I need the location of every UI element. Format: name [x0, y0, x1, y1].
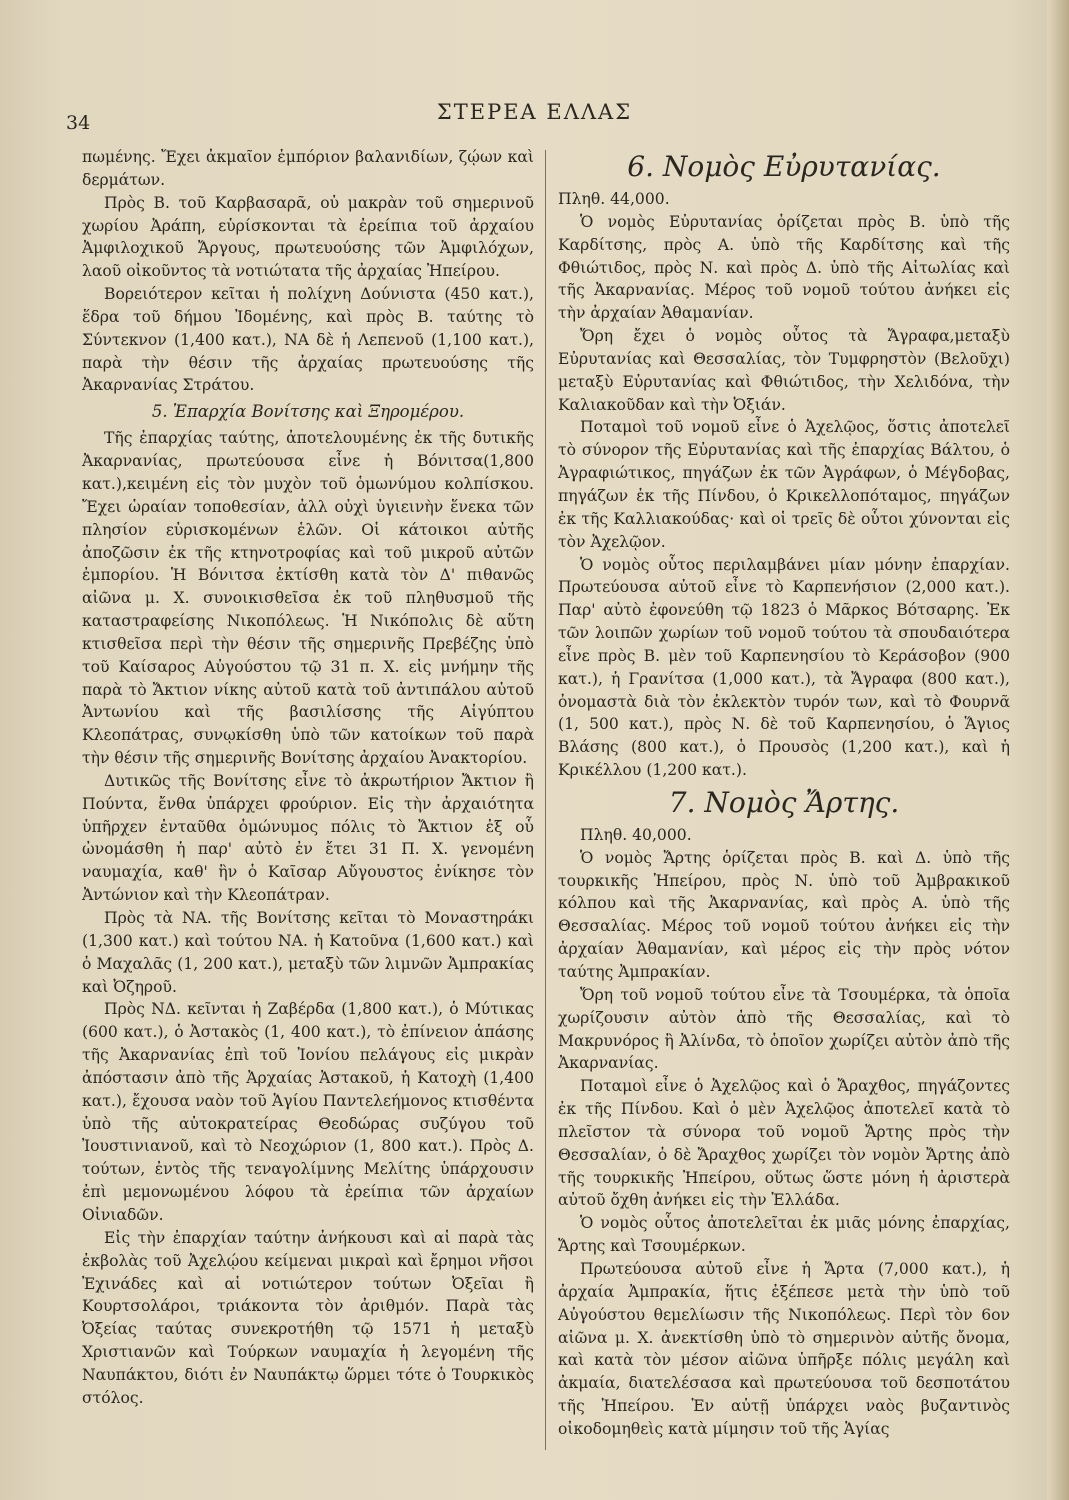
paragraph: Ὁ νομὸς Ἄρτης ὁρίζεται πρὸς Β. καὶ Δ. ὑπὸ τῆς τουρκικῆς Ἠπείρου, πρὸς Ν. ὑπὸ τοῦ Ἀμβρακικοῦ κόλπου καὶ τῆς Ἀκαρνανίας, καὶ πρὸς Α. ὑπὸ τῆς Θεσσαλίας. Μέρος τοῦ νομοῦ τούτου ἀνήκει εἰς τὴν ἀρχαίαν Ἀθαμανίαν, καὶ μέρος εἰς τὴν πρὸς νότον ταύτης Ἀμπρακίαν.: [558, 848, 1010, 981]
paragraph: Τῆς ἐπαρχίας ταύτης, ἀποτελουμένης ἐκ τῆς δυτικῆς Ἀκαρνανίας, πρωτεύουσα εἶνε ἡ Βόνιτσα(1,800 κατ.),κειμένη εἰς τὸν μυχὸν τοῦ ὁμωνύμου κολπίσκου. Ἔχει ὡραίαν τοποθεσίαν, ἀλλ οὐχὶ ὑγιεινὴν ἕνεκα τῶν πλησίον εὑρισκομένων ἑλῶν. Οἱ κάτοικοι αὐτῆς ἀποζῶσιν ἐκ τῆς κτηνοτροφίας καὶ τοῦ μικροῦ αὐτῶν ἐμπορίου. Ἡ Βόνιτσα ἐκτίσθη κατὰ τὸν Δ' πιθανῶς αἰῶνα μ. Χ. συνοικισθεῖσα ἐκ τοῦ πληθυσμοῦ τῆς καταστραφείσης Νικοπόλεως. Ἡ Νικόπολις δὲ αὕτη κτισθεῖσα περὶ τὴν θέσιν τῆς σημερινῆς Πρεβέζης ὑπὸ τοῦ Καίσαρος Αὐγούστου τῷ 31 π. Χ. εἰς μνήμην τῆς παρὰ τὸ Ἄκτιον νίκης αὐτοῦ κατὰ τοῦ ἀντιπάλου αὐτοῦ Ἀντωνίου καὶ τῆς βασιλίσσης τῆς Αἰγύπτου Κλεοπάτρας, συνῳκίσθη ὑπὸ τῶν κατοίκων τοῦ παρὰ τὴν θέσιν τῆς σημερινῆς Βονίτσης ἀρχαίου Ἀνακτορίου.: [82, 429, 534, 768]
paragraph: Δυτικῶς τῆς Βονίτσης εἶνε τὸ ἀκρωτήριον Ἄκτιον ἢ Πούντα, ἔνθα ὑπάρχει φρούριον. Εἰς τὴν ἀρχαιότητα ὑπῆρχεν ἐνταῦθα ὁμώνυμος πόλις τὸ Ἄκτιον ἐξ οὗ ὠνομάσθη ἡ παρ' αὐτὸ ἐν ἔτει 31 Π. Χ. γενομένη ναυμαχία, καθ' ἣν ὁ Καῖσαρ Αὔγουστος ἐνίκησε τὸν Ἀντώνιον καὶ τὴν Κλεοπάτραν.: [82, 771, 534, 905]
paragraph: Ποταμοὶ τοῦ νομοῦ εἶνε ὁ Ἀχελῷος, ὅστις ἀποτελεῖ τὸ σύνορον τῆς Εὐρυτανίας καὶ τῆς ἐπαρχίας Βάλτου, ὁ Ἀγραφιώτικος, πηγάζων ἐκ τῶν Ἀγράφων, ὁ Μέγδοβας, πηγάζων ἐκ τῆς Πίνδου, ὁ Κρικελλοπόταμος, πηγάζων ἐκ τῆς Καλλιακούδας· καὶ οἱ τρεῖς δὲ οὗτοι χύνονται εἰς τὸν Ἀχελῷον.: [558, 418, 1010, 551]
paragraph: Πληθ. 40,000.: [580, 825, 692, 844]
paragraph: Ὁ νομὸς Εὐρυτανίας ὁρίζεται πρὸς Β. ὑπὸ τῆς Καρδίτσης, πρὸς Α. ὑπὸ τῆς Καρδίτσης καὶ τῆς Φθιώτιδος, πρὸς Ν. καὶ πρὸς Δ. ὑπὸ τῆς Αἰτωλίας καὶ τῆς Ἀκαρνανίας. Μέρος τοῦ νομοῦ τούτου ἀνήκει εἰς τὴν ἀρχαίαν Ἀθαμανίαν.: [558, 212, 1010, 323]
paragraph: Πρωτεύουσα αὐτοῦ εἶνε ἡ Ἄρτα (7,000 κατ.), ἡ ἀρχαία Ἀμπρακία, ἥτις ἐξέπεσε μετὰ τὴν ὑπὸ τοῦ Αὐγούστου θεμελίωσιν τῆς Νικοπόλεως. Περὶ τὸν 6ον αἰῶνα μ. Χ. ἀνεκτίσθη ὑπὸ τὸ σημερινὸν αὐτῆς ὄνομα, καὶ κατὰ τὸν μέσον αἰῶνα ὑπῆρξε πόλις μεγάλη καὶ ἀκμαία, διατελέσασα καὶ πρωτεύουσα τοῦ δεσποτάτου τῆς Ἠπείρου. Ἐν αὐτῇ ὑπάρχει ναὸς βυζαντινὸς οἰκοδομηθεὶς κατὰ μίμησιν τοῦ τῆς Ἁγίας: [558, 1259, 1010, 1438]
section-heading: 6. Νομὸς Εὐρυτανίας.: [627, 150, 941, 183]
running-title: ΣΤΕΡΕΑ ΕΛΛΑΣ: [436, 100, 633, 124]
paragraph: Βορειότερον κεῖται ἡ πολίχνη Δούνιστα (450 κατ.), ἕδρα τοῦ δήμου Ἰδομένης, καὶ πρὸς Β. ταύτης τὸ Σύντεκνον (1,400 κατ.), ΝΑ δὲ ἡ Λεπενοῦ (1,100 κατ.), παρὰ τὴν θέσιν τῆς ἀρχαίας πρωτευούσης τῆς Ἀκαρνανίας Στράτου.: [82, 285, 534, 395]
paragraph: Ὁ νομὸς οὗτος περιλαμβάνει μίαν μόνην ἐπαρχίαν. Πρωτεύουσα αὐτοῦ εἶνε τὸ Καρπενήσιον (2,000 κατ.). Παρ' αὐτὸ ἐφονεύθη τῷ 1823 ὁ Μᾶρκος Βότσαρης. Ἐκ τῶν λοιπῶν χωρίων τοῦ νομοῦ τούτου τὰ σπουδαιότερα εἶνε πρὸς Β. μὲν τοῦ Καρπενησίου τὸ Κεράσοβον (900 κατ.), ἡ Γρανίτσα (1,000 κατ.), τὰ Ἄγραφα (800 κατ.), ὀνομαστὰ διὰ τὸν ἐκλεκτὸν τυρόν των, καὶ τὸ Φουρνᾶ (1, 500 κατ.), πρὸς Ν. δὲ τοῦ Καρπενησίου, ὁ Ἅγιος Βλάσης (800 κατ.), ὁ Προυσὸς (1,200 κατ.), καὶ ἡ Κρικέλλου (1,200 κατ.).: [558, 555, 1010, 780]
section-heading: 7. Νομὸς Ἄρτης.: [668, 785, 900, 819]
paragraph: Ποταμοὶ εἶνε ὁ Ἀχελῷος καὶ ὁ Ἄραχθος, πηγάζοντες ἐκ τῆς Πίνδου. Καὶ ὁ μὲν Ἀχελῷος ἀποτελεῖ κατὰ τὸ πλεῖστον τὰ σύνορα τοῦ νομοῦ Ἄρτης πρὸς τὴν Θεσσαλίαν, ὁ δὲ Ἄραχθος χωρίζει τὸν νομὸν Ἄρτης ἀπὸ τῆς τουρκικῆς Ἠπείρου, οὕτως ὥστε μόνη ἡ ἀριστερὰ αὐτοῦ ὄχθη ἀνήκει εἰς τὴν Ἑλλάδα.: [558, 1077, 1010, 1210]
subsection-heading: 5. Ἐπαρχία Βονίτσης καὶ Ξηρομέρου.: [151, 402, 465, 422]
column-divider: [545, 150, 546, 1450]
paragraph: Εἰς τὴν ἐπαρχίαν ταύτην ἀνήκουσι καὶ αἱ παρὰ τὰς ἐκβολὰς τοῦ Ἀχελῴου κείμεναι μικραὶ καὶ ἔρημοι νῆσοι Ἐχινάδες καὶ αἱ νοτιώτερον τούτων Ὀξεῖαι ἢ Κουρτσολάροι, τριάκοντα τὸν ἀριθμόν. Παρὰ τὰς Ὀξείας ταύτας συνεκροτήθη τῷ 1571 ἡ μεταξὺ Χριστιανῶν καὶ Τούρκων ναυμαχία ἡ λεγομένη τῆς Ναυπάκτου, διότι ἐν Ναυπάκτῳ ὥρμει τότε ὁ Τουρκικὸς στόλος.: [82, 1228, 534, 1407]
left-column: [82, 146, 534, 1410]
paragraph: Ὄρη ἔχει ὁ νομὸς οὗτος τὰ Ἄγραφα,μεταξὺ Εὐρυτανίας καὶ Θεσσαλίας, τὸν Τυμφρηστὸν (Βελοῦχι) μεταξὺ Εὐρυτανίας καὶ Φθιώτιδος, τὴν Χελιδόνα, τὴν Καλιακοῦδαν καὶ τὴν Ὀξιάν.: [558, 327, 1010, 414]
paragraph: Ὁ νομὸς οὗτος ἀποτελεῖται ἐκ μιᾶς μόνης ἐπαρχίας, Ἄρτης καὶ Τσουμέρκων.: [558, 1214, 1010, 1256]
right-column: [558, 146, 1010, 1441]
paragraph: Πρὸς τὰ ΝΑ. τῆς Βονίτσης κεῖται τὸ Μοναστηράκι (1,300 κατ.) καὶ τούτου ΝΑ. ἡ Κατοῦνα (1,600 κατ.) καὶ ὁ Μαχαλᾶς (1, 200 κατ.), μεταξὺ τῶν λιμνῶν Ἀμπρακίας καὶ Ὀζηροῦ.: [82, 909, 534, 996]
paragraph: πωμένης. Ἔχει ἀκμαῖον ἐμπόριον βαλανιδίων, ζῴων καὶ δερμάτων.: [82, 148, 534, 189]
page-number: 34: [66, 112, 91, 134]
paragraph: Πρὸς ΝΔ. κεῖνται ἡ Ζαβέρδα (1,800 κατ.), ὁ Μύτικας (600 κατ.), ὁ Ἀστακὸς (1, 400 κατ.), τὸ ἐπίνειον ἁπάσης τῆς Ἀκαρνανίας ἐπὶ τοῦ Ἰονίου πελάγους εἰς μικρὰν ἀπόστασιν ἀπὸ τῆς Ἀρχαίας Ἀστακοῦ, ἡ Κατοχὴ (1,400 κατ.), ἔχουσα ναὸν τοῦ Ἁγίου Παντελεήμονος κτισθέντα ὑπὸ τῆς αὐτοκρατείρας Θεοδώρας συζύγου τοῦ Ἰουστινιανοῦ, καὶ τὸ Νεοχώριον (1, 800 κατ.). Πρὸς Δ. τούτων, ἐντὸς τῆς τεναγολίμνης Μελίτης ὑπάρχουσιν ἐπὶ μεμονωμένου λόφου τὰ ἐρείπια τῶν ἀρχαίων Οἰνιαδῶν.: [82, 1000, 534, 1224]
paragraph: Πληθ. 44,000.: [558, 190, 670, 208]
paragraph: Ὄρη τοῦ νομοῦ τούτου εἶνε τὰ Τσουμέρκα, τὰ ὁποῖα χωρίζουσιν αὐτὸν ἀπὸ τῆς Θεσσαλίας, καὶ τὸ Μακρυνόρος ἢ Ἀλίνδα, τὸ ὁποῖον χωρίζει αὐτὸν ἀπὸ τῆς Ἀκαρνανίας.: [558, 985, 1010, 1073]
paragraph: Πρὸς Β. τοῦ Καρβασαρᾶ, οὐ μακρὰν τοῦ σημερινοῦ χωρίου Ἀράπη, εὑρίσκονται τὰ ἐρείπια τοῦ ἀρχαίου Ἀμφιλοχικοῦ Ἄργους, πρωτευούσης τῶν Ἀμφιλόχων, λαοῦ οἰκοῦντος τὰ νοτιώτατα τῆς ἀρχαίας Ἠπείρου.: [82, 193, 534, 281]
page-edge: [1047, 0, 1069, 1500]
